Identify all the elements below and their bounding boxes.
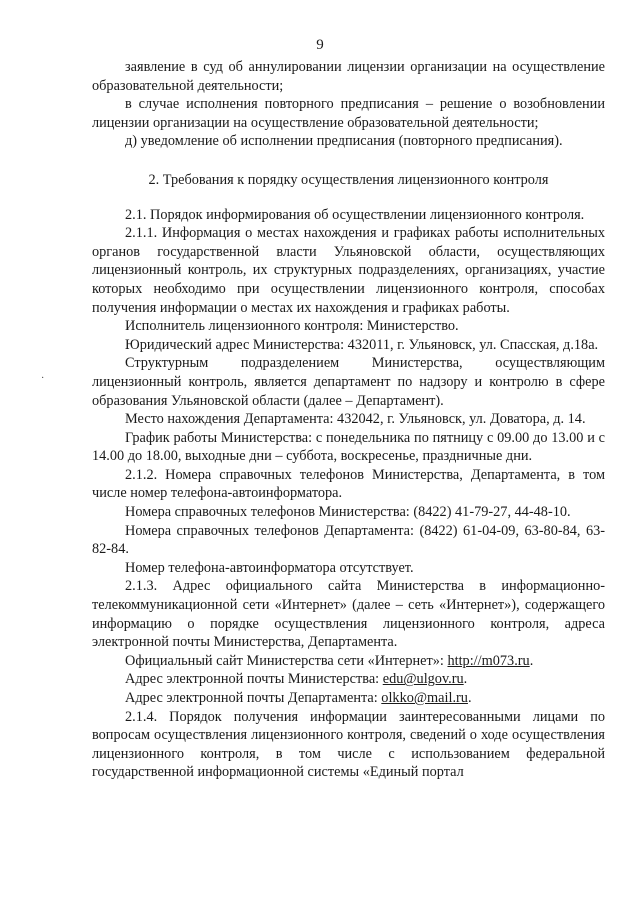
paragraph-2-1-1: 2.1.1. Информация о местах нахождения и графиках работы исполнительных органов государственной власти Ульяновской области, осуществляющих лицензионный контроль, их структурных подразделениях, организациях, участие которых необходимо при осуществлении лицензионного контроля, способах получения информации о местах их нахождения и графиках работы. bbox=[92, 225, 605, 316]
paragraph-ministry-email: Адрес электронной почты Министерства: edu@ulgov.ru. bbox=[125, 671, 468, 688]
official-site-link[interactable]: http://m073.ru bbox=[447, 652, 530, 669]
site-label: Официальный сайт Министерства сети «Интернет»: bbox=[125, 652, 448, 669]
margin-mark: · bbox=[41, 373, 45, 384]
paragraph-license-renewal: в случае исполнения повторного предписания – решение о возобновлении лицензии организации на осуществление образовательной деятельности; bbox=[92, 96, 605, 131]
paragraph-court-application: заявление в суд об аннулировании лицензии организации на осуществление образовательной деятельности; bbox=[92, 59, 605, 94]
paragraph-2-1: 2.1. Порядок информирования об осуществлении лицензионного контроля. bbox=[125, 206, 585, 223]
paragraph-dept-email: Адрес электронной почты Департамента: olkko@mail.ru. bbox=[125, 690, 472, 706]
paragraph-official-site: Официальный сайт Министерства сети «Интернет»: http://m073.ru. bbox=[125, 652, 534, 669]
paragraph-2-1-2: 2.1.2. Номера справочных телефонов Министерства, Департамента, в том числе номер телефона-автоинформатора. bbox=[92, 466, 605, 502]
paragraph-2-1-4: 2.1.4. Порядок получения информации заинтересованными лицами по вопросам осуществления лицензионного контроля, сведений о ходе осуществления лицензионного контроля, в том числе с использованием федеральной государственной информационной системы «Единый портал bbox=[92, 708, 605, 781]
paragraph-dept-phones: Номера справочных телефонов Департамента: (8422) 61-04-09, 63-80-84, 63-82-84. bbox=[92, 522, 605, 558]
section-heading: 2. Требования к порядку осуществления лицензионного контроля bbox=[148, 171, 549, 188]
paragraph-notification: д) уведомление об исполнении предписания (повторного предписания). bbox=[125, 133, 563, 150]
ministry-email-label: Адрес электронной почты Министерства: bbox=[125, 671, 383, 688]
dept-email-link[interactable]: olkko@mail.ru bbox=[381, 690, 468, 706]
dept-email-label: Адрес электронной почты Департамента: bbox=[125, 690, 382, 706]
paragraph-structural-unit: Структурным подразделением Министерства, осуществляющим лицензионный контроль, является департамент по надзору и контролю в сфере образования Ульяновской области (далее – Департамент). bbox=[92, 355, 605, 409]
document-body bbox=[92, 58, 605, 782]
page-number: 9 bbox=[316, 37, 324, 53]
paragraph-executor: Исполнитель лицензионного контроля: Министерство. bbox=[125, 318, 459, 335]
paragraph-schedule: График работы Министерства: с понедельника по пятницу с 09.00 до 13.00 и с 14.00 до 18.00, выходные дни – суббота, воскресенье, праздничные дни. bbox=[92, 429, 605, 465]
paragraph-autoinformer: Номер телефона-автоинформатора отсутствует. bbox=[125, 559, 414, 576]
paragraph-ministry-phones: Номера справочных телефонов Министерства: (8422) 41-79-27, 44-48-10. bbox=[125, 504, 571, 521]
paragraph-dept-location: Место нахождения Департамента: 432042, г. Ульяновск, ул. Доватора, д. 14. bbox=[125, 411, 586, 428]
paragraph-legal-address: Юридический адрес Министерства: 432011, г. Ульяновск, ул. Спасская, д.18а. bbox=[125, 336, 599, 353]
paragraph-2-1-3: 2.1.3. Адрес официального сайта Министерства в информационно-телекоммуникационной сети «Интернет» (далее – сеть «Интернет»), содержащего информацию о порядке осуществления лицензионного контроля, адреса электронной почты Министерства, Департамента. bbox=[92, 578, 605, 651]
ministry-email-link[interactable]: edu@ulgov.ru bbox=[382, 671, 464, 688]
